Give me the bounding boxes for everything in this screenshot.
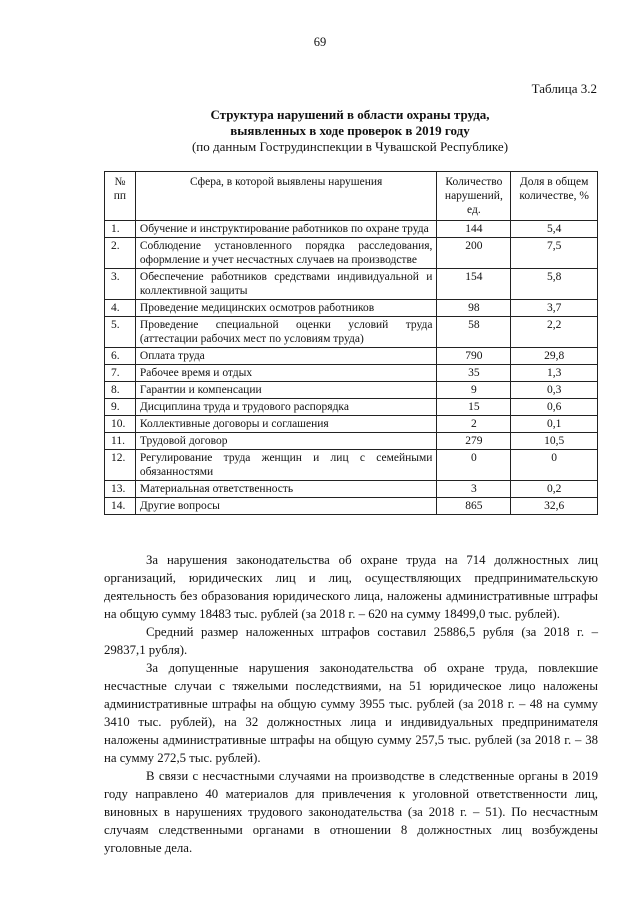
row-sphere: Проведение медицинских осмотров работников [135,300,437,317]
row-sphere: Обеспечение работников средствами индивидуальной и коллективной защиты [135,269,437,300]
row-share: 0,3 [511,382,598,399]
row-num: 9. [105,399,136,416]
row-count: 0 [437,450,511,481]
row-share: 5,8 [511,269,598,300]
row-share: 3,7 [511,300,598,317]
row-sphere: Другие вопросы [135,498,437,515]
row-share: 0,6 [511,399,598,416]
row-num: 14. [105,498,136,515]
row-share: 0,2 [511,481,598,498]
paragraph: За допущенные нарушения законодательства об охране труда, повлекшие несчастные случаи с тяжелыми последствиями, на 51 юридическое лицо наложены административные штрафы на общую сумму 3955 тыс. рублей (за 2018 г. – 48 на сумму 3410 тыс. рублей), на 32 должностных лица и индивидуальных предпринимателя наложены административные штрафы на общую сумму 257,5 тыс. рублей (за 2018 г. – 38 на сумму 272,5 тыс. рублей). [104,661,598,765]
row-share: 29,8 [511,348,598,365]
row-count: 2 [437,416,511,433]
row-num: 3. [105,269,136,300]
title-line-2: выявленных в ходе проверок в 2019 году [230,123,470,138]
row-sphere: Коллективные договоры и соглашения [135,416,437,433]
row-share: 5,4 [511,221,598,238]
row-num: 12. [105,450,136,481]
row-share: 1,3 [511,365,598,382]
table-row [105,399,598,416]
paragraph: В связи с несчастными случаями на производстве в следственные органы в 2019 году направлено 40 материалов для привлечения к уголовной ответственности лиц, виновных в нарушениях трудового законодательства (за 2018 г. – 51). По несчастным случаям следственными органами в отношении 8 должностных лиц возбуждены уголовные дела. [104,769,598,855]
row-share: 32,6 [511,498,598,515]
table-header-row [105,172,598,221]
row-sphere: Материальная ответственность [135,481,437,498]
row-num: 6. [105,348,136,365]
header-count: Количество нарушений, ед. [437,172,511,221]
row-count: 865 [437,498,511,515]
table-row [105,450,598,481]
row-num: 1. [105,221,136,238]
row-sphere: Регулирование труда женщин и лиц с семейными обязанностями [135,450,437,481]
table-label: Таблица 3.2 [531,81,597,96]
row-share: 2,2 [511,317,598,348]
row-num: 8. [105,382,136,399]
row-count: 3 [437,481,511,498]
row-count: 35 [437,365,511,382]
row-sphere: Дисциплина труда и трудового распорядка [135,399,437,416]
row-num: 7. [105,365,136,382]
row-share: 0,1 [511,416,598,433]
body-text [104,551,598,857]
row-num: 11. [105,433,136,450]
header-num: № пп [105,172,136,221]
table-row [105,365,598,382]
table-row [105,433,598,450]
row-num: 4. [105,300,136,317]
row-count: 98 [437,300,511,317]
row-num: 5. [105,317,136,348]
table-row [105,416,598,433]
row-sphere: Рабочее время и отдых [135,365,437,382]
row-count: 200 [437,238,511,269]
row-share: 7,5 [511,238,598,269]
table-row [105,221,598,238]
table-row [105,481,598,498]
row-num: 10. [105,416,136,433]
row-num: 13. [105,481,136,498]
row-num: 2. [105,238,136,269]
table-row [105,300,598,317]
row-count: 790 [437,348,511,365]
row-count: 154 [437,269,511,300]
title-line-1: Структура нарушений в области охраны труда, [210,107,490,122]
row-sphere: Соблюдение установленного порядка расследования, оформление и учет несчастных случаев на производстве [135,238,437,269]
row-count: 15 [437,399,511,416]
header-sphere: Сфера, в которой выявлены нарушения [135,172,437,221]
row-count: 279 [437,433,511,450]
table-row [105,382,598,399]
row-share: 0 [511,450,598,481]
table-title [110,107,590,155]
paragraph: За нарушения законодательства об охране труда на 714 должностных лиц организаций, юридических лиц и лиц, осуществляющих предпринимательскую деятельность без образования юридического лица, наложены административные штрафы на общую сумму 18483 тыс. рублей (за 2018 г. – 620 на сумму 18499,0 тыс. рублей). [104,553,598,621]
row-sphere: Обучение и инструктирование работников по охране труда [135,221,437,238]
row-sphere: Трудовой договор [135,433,437,450]
row-count: 58 [437,317,511,348]
row-count: 9 [437,382,511,399]
table-row [105,317,598,348]
title-line-3: (по данным Гострудинспекции в Чувашской Республике) [191,139,509,154]
row-count: 144 [437,221,511,238]
row-sphere: Оплата труда [135,348,437,365]
table-row [105,498,598,515]
row-sphere: Проведение специальной оценки условий труда (аттестации рабочих мест по условиям труда) [135,317,437,348]
row-sphere: Гарантии и компенсации [135,382,437,399]
paragraph: Средний размер наложенных штрафов составил 25886,5 рубля (за 2018 г. – 29837,1 рубля). [104,625,598,657]
row-share: 10,5 [511,433,598,450]
table-row [105,348,598,365]
table-row [105,269,598,300]
header-share: Доля в общем количестве, % [511,172,598,221]
violations-table [104,171,598,515]
page-number: 69 [313,35,327,49]
table-row [105,238,598,269]
table-body [105,221,598,515]
